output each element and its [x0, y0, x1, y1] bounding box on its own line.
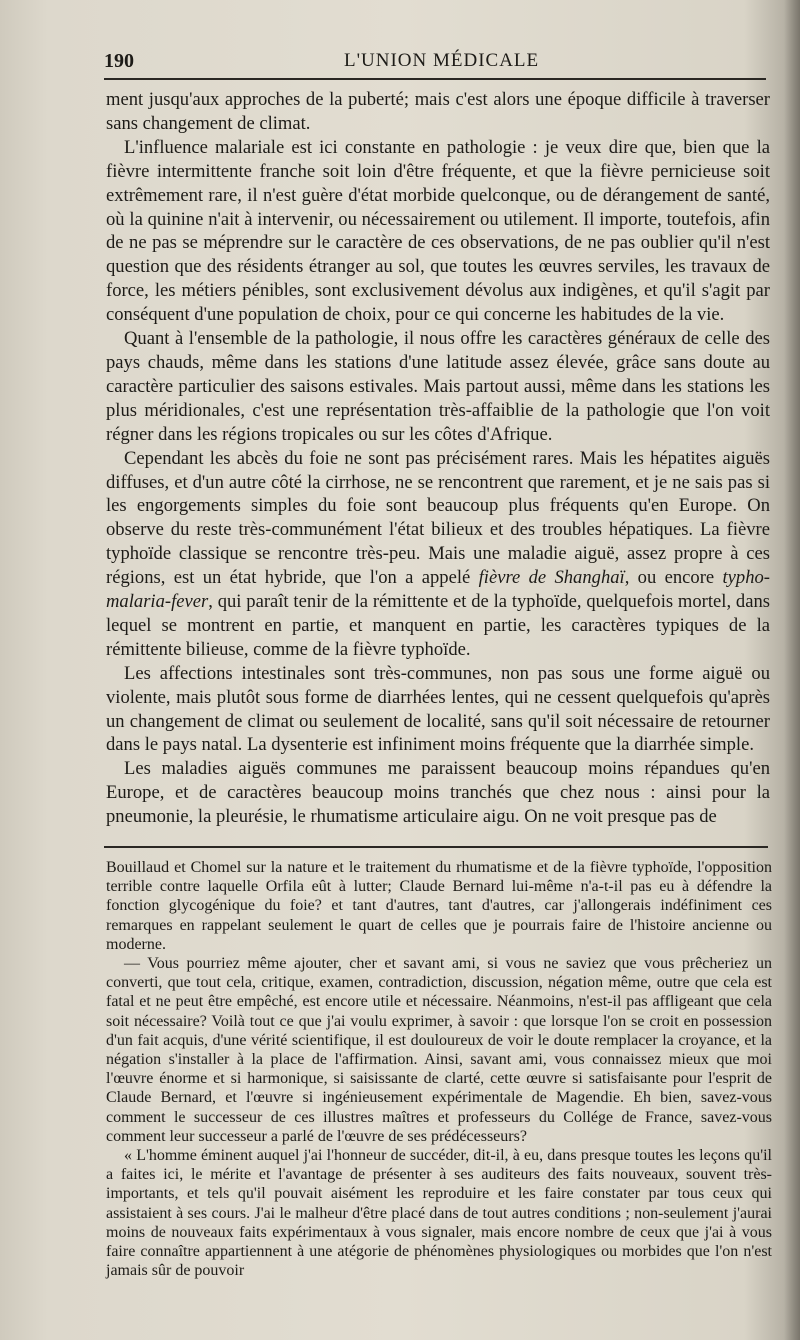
paragraph: — Vous pourriez même ajouter, cher et savant ami, si vous ne saviez que vous prêcheriez un converti, que tout cela, critique, examen, contradiction, discussion, négation même, outre que cela est fatal et ne peut être empêché, est encore utile et nécessaire. Néanmoins, n'est-il pas affligeant que cela soit nécessaire? Voilà tout ce que j'ai voulu exprimer, à savoir : que lorsque l'on se croit en possession d'un fait acquis, d'une vérité scientifique, il est douloureux de voir le doute remplacer la croyance, et la négation s'installer à la place de l'affirmation. Ainsi, savant ami, vous connaissez mieux que moi l'œuvre énorme et si harmonique, si saisissante de clarté, cette œuvre si satisfaisante pour l'esprit de Claude Bernard, et l'œuvre si ingénieusement expérimentale de Magendie. Eh bien, savez-vous comment le successeur de ces illustres maîtres et professeurs du Collége de France, savez-vous comment leur successeur a parlé de l'œuvre de ses prédécesseurs?: [106, 955, 772, 1145]
section-divider: [104, 846, 768, 848]
paragraph: ment jusqu'aux approches de la puberté; mais c'est alors une époque difficile à traverser sans changement de climat.: [106, 89, 770, 134]
italic-term: typho-malaria-fever: [106, 567, 770, 613]
main-article: [106, 88, 770, 829]
page-header: [104, 46, 764, 76]
paragraph-text: Cependant les abcès du foie ne sont pas précisément rares. Mais les hépatites aiguës diffuses, et d'un autre côté la cirrhose, ne se rencontrent que rarement, et je ne sais pas si les engorgements simples du foie sont beaucoup plus fréquents qu'en Europe. On observe du reste très-communément l'état bilieux et des troubles hépatiques. La fièvre typhoïde classique se rencontre très-peu. Mais une maladie aiguë, assez propre à ces régions, est un état hybride, que l'on a appelé: [106, 447, 770, 589]
page-edge-shadow: [784, 0, 800, 1340]
journal-title: L'UNION MÉDICALE: [344, 50, 540, 71]
paragraph: L'influence malariale est ici constante en pathologie : je veux dire que, bien que la fièvre intermittente franche soit loin d'être fréquente, et que la fièvre pernicieuse soit extrêmement rare, il n'est guère d'état morbide quelconque, ou de dérangement de santé, où la quinine n'ait à intervenir, ou nécessairement ou utilement. Il importe, toutefois, afin de ne pas se méprendre sur le caractère de ces observations, de ne pas oublier qu'il n'est question que des résidents étranger au sol, que toutes les œuvres serviles, les travaux de force, les métiers pénibles, sont exclusivement dévolus aux indigènes, et qu'il s'agit par conséquent d'une population de choix, pour ce qui concerne les habitudes de la vie.: [106, 136, 770, 326]
page-number: 190: [104, 50, 134, 72]
feuilleton-section: [106, 858, 772, 1280]
paragraph: Les maladies aiguës communes me paraissent beaucoup moins répandues qu'en Europe, et de caractères beaucoup moins tranchés que chez nous : ainsi pour la pneumonie, la pleurésie, le rhumatisme articulaire aigu. On ne voit presque pas de: [106, 758, 770, 828]
paragraph-text: , ou encore: [624, 567, 723, 589]
paragraph: Quant à l'ensemble de la pathologie, il nous offre les caractères généraux de celle des pays chauds, même dans les stations d'une latitude assez élevée, grâce sans doute au caractère particulier des saisons estivales. Mais partout aussi, même dans les stations les plus méridionales, c'est une représentation très-affaiblie de la pathologie que l'on voit régner dans les régions tropicales ou sur les côtes d'Afrique.: [106, 328, 770, 445]
paragraph: Bouillaud et Chomel sur la nature et le traitement du rhumatisme et de la fièvre typhoïde, l'opposition terrible contre laquelle Orfila eût à lutter; Claude Bernard lui-même n'a-t-il pas eu à défendre la fonction glycogénique du foie? et tant d'autres, tant d'autres, car j'allongerais indéfiniment ces remarques en rappelant seulement le quart de celles que je pourrais faire de l'histoire ancienne ou moderne.: [106, 859, 772, 953]
paragraph: « L'homme éminent auquel j'ai l'honneur de succéder, dit-il, à eu, dans presque toutes les leçons qu'il a faites ici, le mérite et l'avantage de présenter à ses auditeurs des faits nouveaux, souvent très-importants, et tels qu'il pouvait aisément les reproduire et les faire constater par tous ceux qui assistaient à ses cours. J'ai le malheur d'être placé dans de tout autres conditions ; non-seulement j'aurai moins de nouveaux faits expérimentaux à vous signaler, mais encore nombre de ceux que j'ai à vous faire connaître appartiennent à une atégorie de phénomènes physiologiques ou morbides que l'on n'est jamais sûr de pouvoir: [106, 1147, 772, 1280]
paragraph: Les affections intestinales sont très-communes, non pas sous une forme aiguë ou violente, mais plutôt sous forme de diarrhées lentes, qui ne cessent quelquefois qu'après un changement de climat ou seulement de localité, sans qu'il soit nécessaire de retourner dans le pays natal. La dysenterie est infiniment moins fréquente que la diarrhée simple.: [106, 662, 770, 756]
paragraph-text: , qui paraît tenir de la rémittente et de la typhoïde, quelquefois mortel, dans lequel se montrent en partie, et manquent en partie, les caractères typiques de la rémittente bilieuse, comme de la fièvre typhoïde.: [106, 591, 770, 660]
header-rule: [104, 78, 766, 80]
paragraph: [106, 447, 770, 662]
italic-term: fièvre de Shanghaï: [478, 567, 625, 589]
